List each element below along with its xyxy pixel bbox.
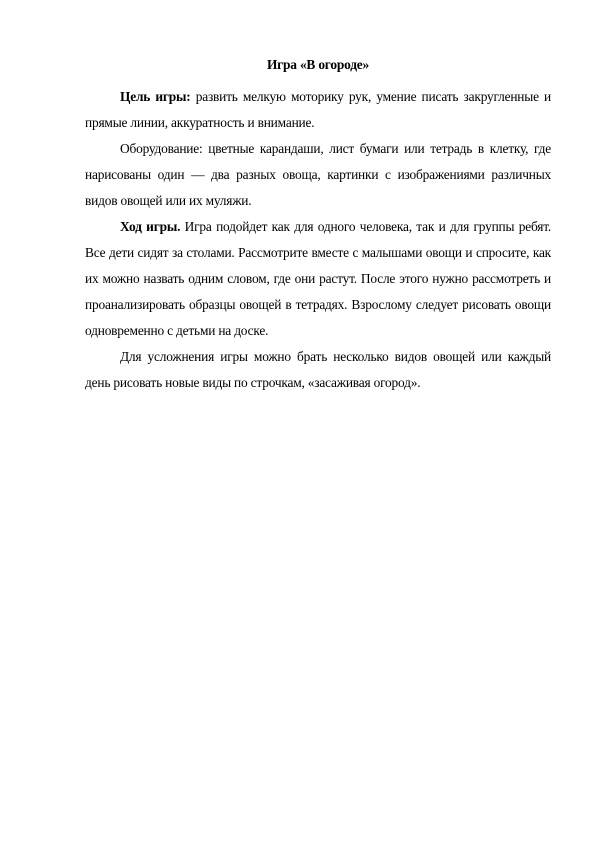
document-body — [85, 56, 551, 396]
goal-label: Цель игры: — [120, 89, 191, 104]
procedure-label: Ход игры. — [120, 219, 181, 234]
complication-paragraph — [85, 344, 551, 396]
page-title: Игра «В огороде» — [266, 57, 370, 72]
procedure-paragraph — [85, 214, 551, 344]
goal-paragraph — [85, 84, 551, 136]
procedure-text: Игра подойдет как для одного человека, так и для группы ребят. Все дети сидят за столами. Рассмотрите вместе с малышами овощи и спросите, как их можно назвать одним словом, где они растут. После этого нужно рассмотреть и проанализировать образцы овощей в тетрадях. Взрослому следует рисовать овощи одновременно с детьми на доске. — [85, 219, 551, 338]
equipment-paragraph — [85, 136, 551, 214]
complication-text: Для усложнения игры можно брать несколько видов овощей или каждый день рисовать новые виды по строчкам, «засаживая огород». — [85, 349, 551, 390]
goal-text: развить мелкую моторику рук, умение писать закругленные и прямые линии, аккуратность и внимание. — [85, 89, 551, 130]
equipment-text: Оборудование: цветные карандаши, лист бумаги или тетрадь в клетку, где нарисованы один — два разных овоща, картинки с изображениями различных видов овощей или их муляжи. — [85, 141, 551, 208]
